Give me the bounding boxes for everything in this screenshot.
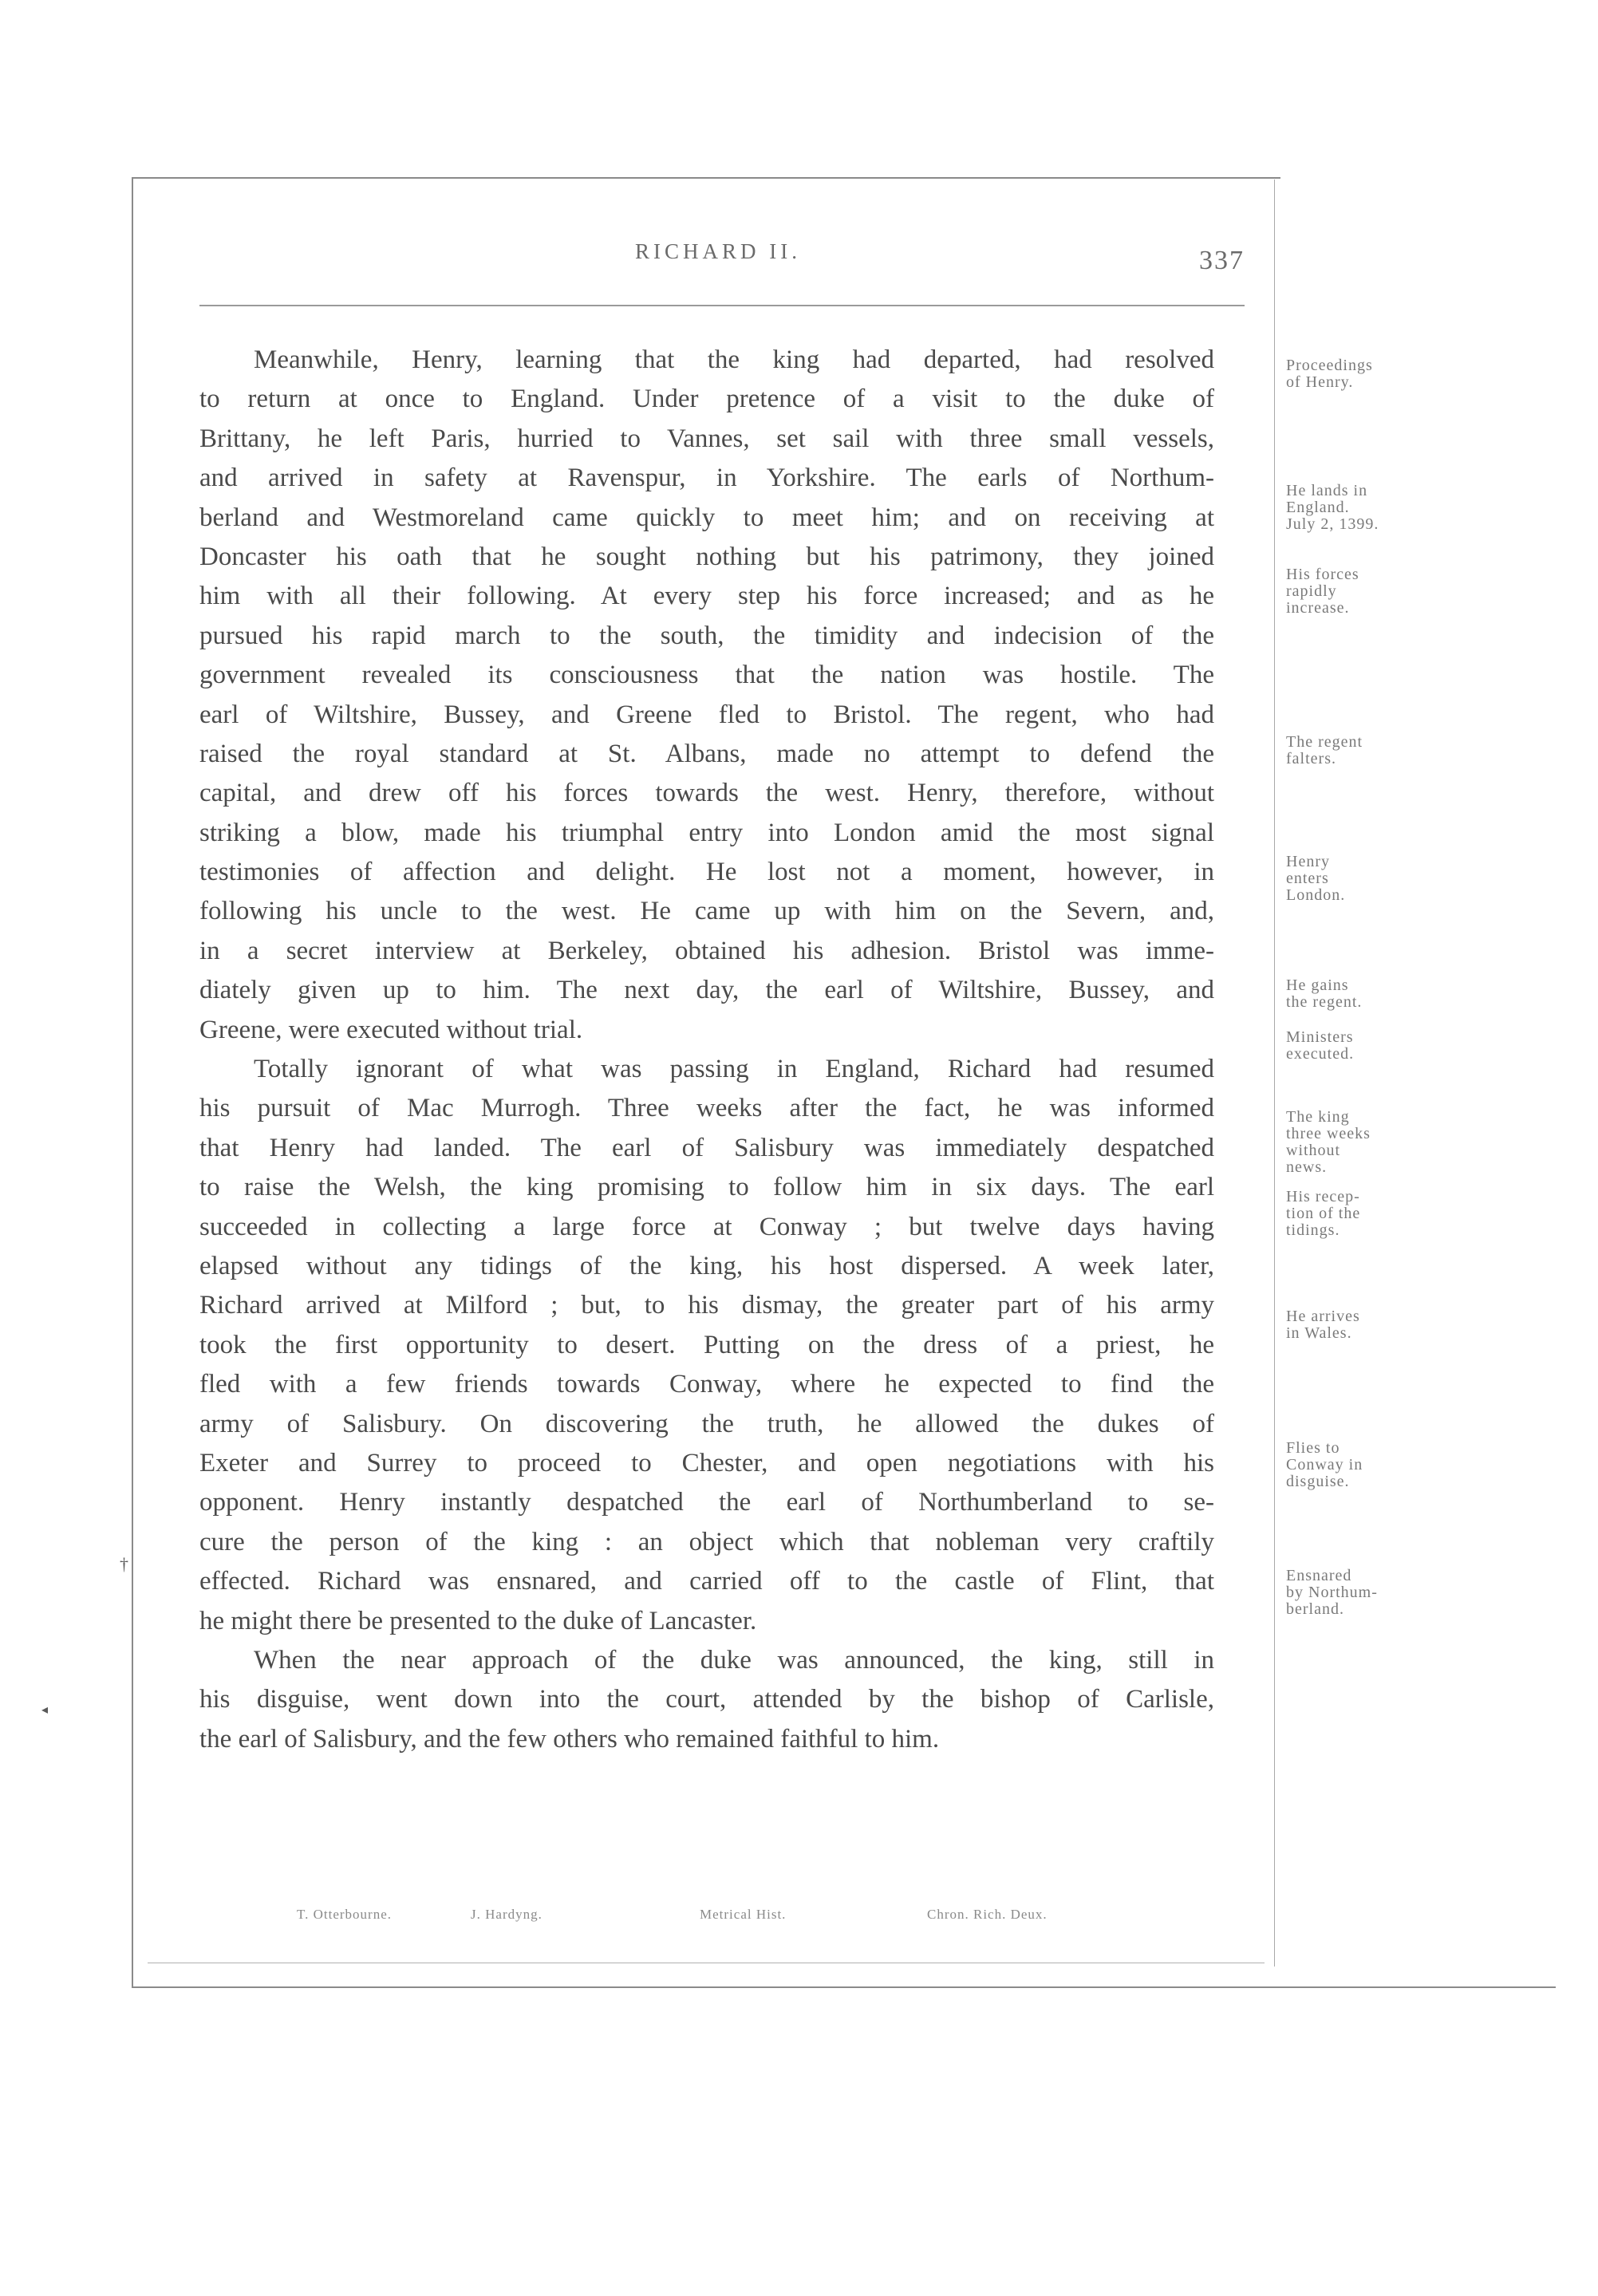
page-frame-left [132,177,133,1988]
margin-note [1286,1029,1382,1063]
text-line: pursued his rapid march to the south, the timidity and indecision of the [199,621,1214,650]
page-frame-right [1274,179,1275,1967]
margin-note-line: berland. [1286,1600,1344,1618]
margin-note-line: of Henry. [1286,373,1354,391]
margin-note-line: executed. [1286,1045,1355,1063]
text-line: earl of Wiltshire, Bussey, and Greene fled to Bristol. The regent, who had [199,700,1214,729]
margin-note-line: London. [1286,886,1346,904]
text-line: Greene, were executed without trial. [199,1015,583,1044]
running-head: RICHARD II. [635,239,801,263]
body-text [199,341,1214,1759]
text-line: his disguise, went down into the court, attended by the bishop of Carlisle, [199,1685,1214,1714]
text-line: that Henry had landed. The earl of Salisbury was immediately despatched [199,1133,1214,1162]
margin-note-line: July 2, 1399. [1286,515,1379,533]
text-line: government revealed its consciousness that the nation was hostile. The [199,661,1214,690]
text-line: fled with a few friends towards Conway, where he expected to find the [199,1370,1214,1399]
margin-note [1286,566,1382,617]
text-line: and arrived in safety at Ravenspur, in Yorkshire. The earls of Northum- [199,464,1214,493]
margin-note-line: His recep- [1286,1188,1360,1205]
margin-note-line: the regent. [1286,993,1363,1011]
text-line: Totally ignorant of what was passing in England, Richard had resumed [254,1055,1214,1084]
footnote-sources [297,1907,1134,1931]
text-line: to raise the Welsh, the king promising to follow him in six days. The earl [199,1173,1214,1202]
margin-note [1286,854,1382,904]
margin-note-line: Proceedings [1286,357,1373,374]
text-line: took the first opportunity to desert. Putting on the dress of a priest, he [199,1330,1214,1359]
margin-note-line: Conway in [1286,1456,1363,1473]
margin-note-line: in Wales. [1286,1324,1352,1342]
dagger-mark: † [120,1554,128,1574]
text-line: in a secret interview at Berkeley, obtained his adhesion. Bristol was imme- [199,936,1214,965]
footnote-source: J. Hardyng. [471,1907,543,1922]
margin-note-line: three weeks [1286,1125,1371,1142]
margin-note [1286,977,1382,1011]
text-line: following his uncle to the west. He came up with him on the Severn, and, [199,897,1214,926]
margin-note-line: Flies to [1286,1439,1340,1457]
text-line: When the near approach of the duke was announced, the king, still in [254,1645,1214,1675]
footnote-source: T. Otterbourne. [297,1907,393,1922]
margin-note [1286,1308,1382,1342]
text-line: Brittany, he left Paris, hurried to Vannes, set sail with three small vessels, [199,424,1214,453]
text-line: his pursuit of Mac Murrogh. Three weeks after the fact, he was informed [199,1094,1214,1123]
text-line: he might there be presented to the duke of Lancaster. [199,1606,757,1635]
page-number: 337 [1199,246,1245,275]
text-line: capital, and drew off his forces towards the west. Henry, therefore, without [199,779,1214,808]
text-line: opponent. Henry instantly despatched the earl of Northumberland to se- [199,1488,1214,1517]
page-frame-top [132,177,1280,179]
text-line: him with all their following. At every step his force increased; and as he [199,582,1214,611]
text-line: elapsed without any tidings of the king, his host dispersed. A week later, [199,1251,1214,1280]
text-line: cure the person of the king : an object which that nobleman very craftily [199,1527,1214,1556]
text-line: Exeter and Surrey to proceed to Chester, and open negotiations with his [199,1448,1214,1477]
margin-note-line: rapidly [1286,582,1337,600]
text-line: army of Salisbury. On discovering the truth, he allowed the dukes of [199,1409,1214,1438]
text-line: effected. Richard was ensnared, and carried off to the castle of Flint, that [199,1567,1214,1596]
text-line: the earl of Salisbury, and the few others who remained faithful to him. [199,1724,940,1754]
margin-note-line: Ensnared [1286,1567,1352,1584]
margin-note-line: enters [1286,870,1329,887]
margin-note [1286,1189,1382,1239]
margin-note-line: The regent [1286,733,1363,751]
margin-note [1286,483,1382,533]
margin-note-line: tidings. [1286,1221,1340,1239]
margin-note-line: without [1286,1142,1341,1159]
margin-note-line: disguise. [1286,1473,1350,1490]
margin-note [1286,357,1382,391]
footnote-source: Metrical Hist. [700,1907,787,1922]
text-line: Richard arrived at Milford ; but, to his dismay, the greater part of his army [199,1291,1214,1320]
margin-note-line: England. [1286,499,1350,516]
text-line: succeeded in collecting a large force at Conway ; but twelve days having [199,1212,1214,1241]
text-line: Doncaster his oath that he sought nothing but his patrimony, they joined [199,542,1214,571]
margin-note-line: increase. [1286,599,1350,617]
page-header [199,239,1245,287]
margin-note-line: by Northum- [1286,1584,1378,1601]
text-line: to return at once to England. Under pretence of a visit to the duke of [199,385,1214,414]
margin-note [1286,1568,1382,1618]
margin-note-line: Ministers [1286,1028,1354,1046]
margin-note-line: He arrives [1286,1308,1360,1325]
margin-note-line: news. [1286,1158,1328,1176]
page-frame-bottom [132,1986,1556,1988]
margin-note [1286,1109,1382,1176]
margin-note [1286,734,1382,767]
margin-note-line: The king [1286,1108,1350,1126]
margin-note-line: falters. [1286,750,1336,767]
margin-note-line: Henry [1286,853,1330,870]
text-line: striking a blow, made his triumphal entry into London amid the most signal [199,818,1214,847]
text-line: Meanwhile, Henry, learning that the king had departed, had resolved [254,345,1214,374]
text-line: berland and Westmoreland came quickly to meet him; and on receiving at [199,503,1214,532]
bullet-mark: ◂ [41,1703,49,1717]
footnote-source: Chron. Rich. Deux. [927,1907,1048,1922]
margin-note [1286,1440,1382,1490]
header-rule [199,305,1245,306]
margin-note-line: He gains [1286,976,1349,994]
text-line: raised the royal standard at St. Albans, made no attempt to defend the [199,739,1214,768]
margin-note-line: He lands in [1286,482,1368,499]
text-line: testimonies of affection and delight. He lost not a moment, however, in [199,858,1214,887]
text-line: diately given up to him. The next day, the earl of Wiltshire, Bussey, and [199,976,1214,1005]
margin-note-line: His forces [1286,566,1359,583]
margin-note-line: tion of the [1286,1205,1361,1222]
